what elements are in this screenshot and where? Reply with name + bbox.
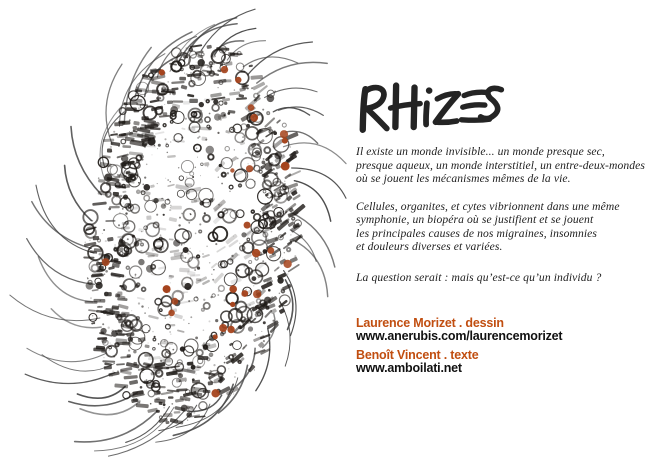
intro-line: où se jouent les mécanismes mêmes de la vie. xyxy=(356,172,571,185)
credit-dessin-name: Laurence Morizet . dessin xyxy=(356,316,504,330)
credit-texte xyxy=(356,349,656,375)
body-line: Cellules, organites, et cytes vibrionnent dans une même xyxy=(356,199,620,213)
question-paragraph xyxy=(356,271,656,285)
credit-texte-url: www.amboilati.net xyxy=(356,361,462,375)
intro-line: presque aqueux, un monde interstitiel, un entre-deux-mondes xyxy=(356,158,646,172)
credit-texte-name: Benoît Vincent . texte xyxy=(356,348,479,362)
body-line: les principales causes de nos migraines, insomnies xyxy=(356,226,598,240)
credit-dessin-url: www.anerubis.com/laurencemorizet xyxy=(356,329,563,343)
intro-line: Il existe un monde invisible... un monde presque sec, xyxy=(356,145,605,158)
intro-paragraph xyxy=(356,145,656,186)
credit-dessin xyxy=(356,317,656,343)
body-paragraph xyxy=(356,200,656,254)
credits-block xyxy=(356,317,656,381)
text-column xyxy=(356,145,656,298)
title-lettering-icon xyxy=(353,78,507,134)
question-line: La question serait : mais qu’est-ce qu’un individu ? xyxy=(356,270,602,284)
page-title xyxy=(353,78,511,136)
body-line: et douleurs diverses et variées. xyxy=(356,240,503,253)
body-line: symphonie, un biopéra où se justifient et se jouent xyxy=(356,213,594,226)
